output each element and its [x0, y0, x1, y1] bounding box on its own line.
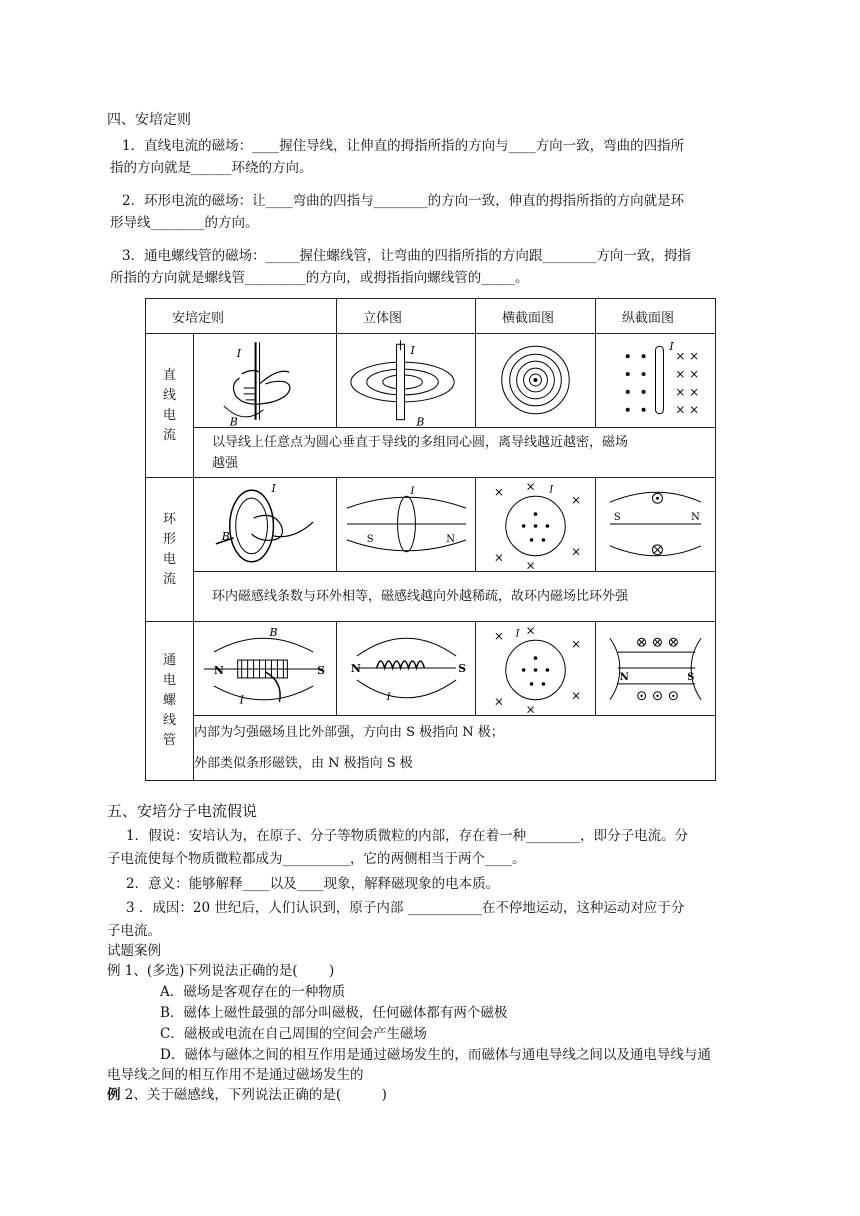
- s4-p2b: 形导线________的方向。: [110, 215, 259, 231]
- row-desc-solenoid: 内部为匀强磁场且比外部强，方向由 S 极指向 N 极； 外部类似条形磁铁，由 N 极指向 S 极: [194, 716, 716, 781]
- svg-text:I: I: [386, 691, 391, 703]
- ex1-option-d-cont: 电导线之间的相互作用不是通过磁场发生的: [107, 1067, 364, 1083]
- svg-text:×: ×: [571, 493, 582, 508]
- svg-text:B: B: [269, 626, 278, 640]
- svg-text:×: ×: [525, 623, 536, 638]
- svg-text:× ×: × ×: [675, 367, 700, 382]
- svg-text:×: ×: [493, 485, 504, 500]
- svg-text:S: S: [687, 671, 695, 683]
- ring-longitudinal-figure: [596, 478, 716, 572]
- s5-p3b: 子电流。: [107, 923, 161, 939]
- solenoid-3d-figure: [337, 622, 476, 716]
- svg-text:×: ×: [571, 544, 582, 559]
- straight-3d-figure: [337, 334, 476, 428]
- svg-text:I: I: [410, 344, 415, 358]
- svg-text:I: I: [549, 484, 554, 496]
- svg-text:×: ×: [525, 558, 536, 571]
- header-longitudinal: 纵截面图: [596, 299, 716, 334]
- svg-text:N: N: [213, 663, 224, 677]
- svg-text:×: ×: [493, 694, 504, 709]
- solenoid-cross-figure: [476, 622, 596, 716]
- s5-p1: 1．假说：安培认为，在原子、分子等物质微粒的内部，存在着一种________，即分子电流。分: [126, 828, 689, 844]
- fig-label-B: B: [229, 415, 238, 427]
- svg-text:I: I: [410, 486, 415, 498]
- section4-title: 四、安培定则: [107, 112, 191, 128]
- solenoid-longitudinal-figure: [596, 622, 716, 716]
- row-label-straight: 直 线 电 流: [146, 334, 194, 478]
- row-label-ring: 环 形 电 流: [146, 478, 194, 622]
- svg-text:I: I: [239, 693, 244, 707]
- svg-text:× ×: × ×: [675, 402, 700, 417]
- svg-text:S: S: [458, 661, 467, 675]
- straight-cross-figure: [476, 334, 596, 428]
- svg-text:× ×: × ×: [675, 349, 700, 364]
- s4-p3: 3．通电螺线管的磁场：_____握住螺线管，让弯曲的四指所指的方向跟________方向一致，拇指: [122, 248, 691, 264]
- svg-text:B: B: [221, 529, 230, 543]
- svg-text:×: ×: [493, 629, 504, 644]
- svg-text:N: N: [691, 512, 700, 524]
- svg-text:×: ×: [525, 479, 536, 494]
- svg-text:N: N: [619, 671, 629, 683]
- row-label-solenoid: 通 电 螺 线 管: [146, 622, 194, 781]
- svg-text:I: I: [515, 628, 520, 640]
- header-3d: 立体图: [337, 299, 476, 334]
- ampere-rule-table: [145, 298, 716, 781]
- svg-text:× ×: × ×: [675, 384, 700, 399]
- example-1: 例 1、(多选)下列说法正确的是( ): [107, 963, 335, 979]
- row-desc-straight: 以导线上任意点为圆心垂直于导线的多组同心圆，离导线越近越密，磁场 越强: [194, 428, 716, 478]
- s4-p1: 1．直线电流的磁场：____握住导线，让伸直的拇指所指的方向与____方向一致，弯曲的四指所: [122, 138, 685, 154]
- ex1-option-a: A．磁场是客观存在的一种物质: [160, 984, 346, 1000]
- svg-text:I: I: [669, 340, 674, 354]
- ex1-option-c: C．磁极或电流在自己周围的空间会产生磁场: [160, 1026, 427, 1042]
- section5-title: 五、安培分子电流假说: [107, 802, 258, 820]
- svg-text:B: B: [416, 415, 425, 427]
- svg-text:I: I: [271, 482, 276, 496]
- examples-title: 试题案例: [107, 943, 161, 959]
- header-cross: 横截面图: [476, 299, 596, 334]
- s5-p3: 3 ．成因：20 世纪后，人们认识到，原子内部 ___________在不停地运动，这种运动对应于分: [126, 900, 685, 916]
- fig-label-I: I: [236, 347, 242, 361]
- straight-hand-figure: [194, 334, 337, 428]
- s4-p3b: 所指的方向就是螺线管_________的方向，或拇指指向螺线管的_____。: [110, 270, 529, 286]
- svg-text:S: S: [366, 533, 374, 545]
- s5-p2: 2．意义：能够解释____以及____现象，解释磁现象的电本质。: [126, 876, 500, 892]
- example-2: 例 2、关于磁感线，下列说法正确的是( ): [107, 1087, 387, 1103]
- svg-text:S: S: [317, 663, 326, 677]
- svg-text:×: ×: [525, 702, 536, 715]
- s5-p1b: 子电流使每个物质微粒都成为__________，它的两侧相当于两个____。: [107, 851, 526, 867]
- straight-longitudinal-figure: [596, 334, 716, 428]
- header-rule: 安培定则: [146, 299, 337, 334]
- svg-text:×: ×: [493, 550, 504, 565]
- svg-text:N: N: [350, 661, 361, 675]
- s4-p1b: 指的方向就是______环绕的方向。: [110, 160, 313, 176]
- s4-p2: 2．环形电流的磁场：让____弯曲的四指与________的方向一致，伸直的拇指所指的方向就是环: [122, 193, 685, 209]
- ex1-option-b: B．磁体上磁性最强的部分叫磁极，任何磁体都有两个磁极: [160, 1005, 508, 1021]
- ex1-option-d: D．磁体与磁体之间的相互作用是通过磁场发生的，而磁体与通电导线之间以及通电导线与通: [160, 1047, 711, 1063]
- svg-text:×: ×: [571, 637, 582, 652]
- ring-3d-figure: [337, 478, 476, 572]
- ring-cross-figure: [476, 478, 596, 572]
- svg-text:N: N: [446, 533, 455, 545]
- svg-text:S: S: [613, 512, 621, 524]
- row-desc-ring: 环内磁感线条数与环外相等，磁感线越向外越稀疏，故环内磁场比环外强: [194, 572, 716, 622]
- solenoid-hand-figure: [194, 622, 337, 716]
- svg-text:×: ×: [571, 688, 582, 703]
- ring-hand-figure: [194, 478, 337, 572]
